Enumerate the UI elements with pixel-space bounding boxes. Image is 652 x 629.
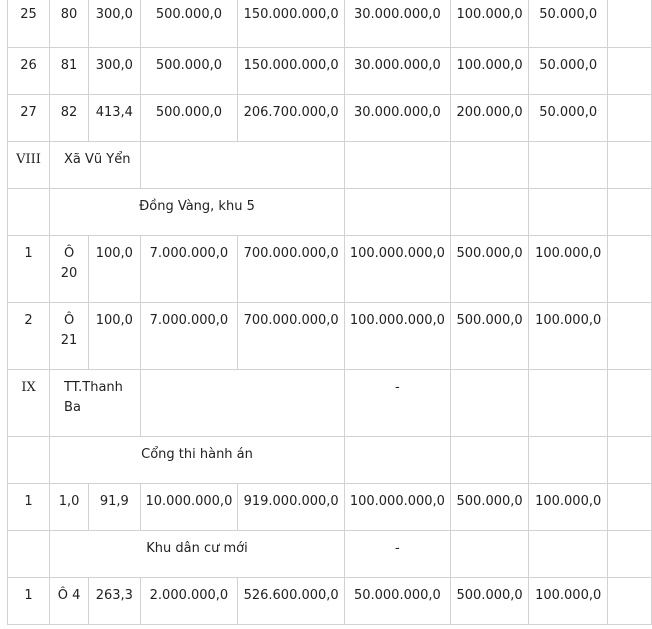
section-value-cell: - xyxy=(345,370,451,437)
empty-cell xyxy=(450,370,529,437)
unit-price-cell: 500.000,0 xyxy=(140,95,238,142)
empty-cell xyxy=(8,437,50,484)
area-cell: 91,9 xyxy=(89,484,140,531)
group-name-cell: Đồng Vàng, khu 5 xyxy=(50,189,345,236)
empty-cell xyxy=(529,142,608,189)
total-price-cell: 150.000.000,0 xyxy=(238,48,345,95)
empty-cell xyxy=(607,303,651,370)
area-cell: 300,0 xyxy=(89,48,140,95)
plot-number-cell: Ô 4 xyxy=(50,578,89,625)
plot-number-cell: 1,0 xyxy=(50,484,89,531)
empty-cell xyxy=(607,236,651,303)
group-name-cell: Khu dân cư mới xyxy=(50,531,345,578)
empty-cell xyxy=(529,531,608,578)
section-value-cell xyxy=(345,142,451,189)
total-price-cell: 700.000.000,0 xyxy=(238,303,345,370)
empty-cell xyxy=(450,437,529,484)
application-fee-cell: 200.000,0 xyxy=(450,95,529,142)
row-number-cell: 1 xyxy=(8,484,50,531)
table-row xyxy=(8,303,652,370)
empty-cell xyxy=(607,484,651,531)
application-fee-cell: 500.000,0 xyxy=(450,303,529,370)
section-number-cell: VIII xyxy=(8,142,50,189)
table-row xyxy=(8,0,652,48)
deposit-cell: 100.000.000,0 xyxy=(345,236,451,303)
row-number-cell: 27 xyxy=(8,95,50,142)
total-price-cell: 700.000.000,0 xyxy=(238,236,345,303)
survey-fee-cell: 100.000,0 xyxy=(529,236,608,303)
unit-price-cell: 10.000.000,0 xyxy=(140,484,238,531)
total-price-cell: 526.600.000,0 xyxy=(238,578,345,625)
survey-fee-cell: 100.000,0 xyxy=(529,578,608,625)
survey-fee-cell: 50.000,0 xyxy=(529,95,608,142)
empty-cell xyxy=(529,437,608,484)
plot-number-cell: 82 xyxy=(50,95,89,142)
empty-cell xyxy=(450,531,529,578)
empty-cell xyxy=(607,95,651,142)
table-row xyxy=(8,48,652,95)
section-name-cell: Xã Vũ Yển xyxy=(50,142,141,189)
application-fee-cell: 100.000,0 xyxy=(450,48,529,95)
empty-cell xyxy=(607,48,651,95)
deposit-cell: 100.000.000,0 xyxy=(345,484,451,531)
empty-cell xyxy=(529,370,608,437)
row-number-cell: 2 xyxy=(8,303,50,370)
land-price-table xyxy=(7,0,652,625)
empty-cell xyxy=(607,578,651,625)
application-fee-cell: 500.000,0 xyxy=(450,484,529,531)
table-row xyxy=(8,95,652,142)
table-row xyxy=(8,142,652,189)
group-name-cell: Cổng thi hành án xyxy=(50,437,345,484)
empty-cell xyxy=(8,189,50,236)
empty-cell xyxy=(8,531,50,578)
unit-price-cell: 500.000,0 xyxy=(140,0,238,48)
row-number-cell: 1 xyxy=(8,578,50,625)
survey-fee-cell: 100.000,0 xyxy=(529,484,608,531)
empty-cell xyxy=(607,531,651,578)
deposit-cell: 30.000.000,0 xyxy=(345,95,451,142)
section-number-cell: IX xyxy=(8,370,50,437)
area-cell: 300,0 xyxy=(89,0,140,48)
survey-fee-cell: 50.000,0 xyxy=(529,48,608,95)
unit-price-cell: 500.000,0 xyxy=(140,48,238,95)
section-name-cell: TT.Thanh Ba xyxy=(50,370,141,437)
empty-cell xyxy=(140,370,344,437)
area-cell: 100,0 xyxy=(89,303,140,370)
survey-fee-cell: 50.000,0 xyxy=(529,0,608,48)
plot-number-cell: 81 xyxy=(50,48,89,95)
empty-cell xyxy=(607,437,651,484)
row-number-cell: 1 xyxy=(8,236,50,303)
deposit-cell: 100.000.000,0 xyxy=(345,303,451,370)
area-cell: 413,4 xyxy=(89,95,140,142)
row-number-cell: 26 xyxy=(8,48,50,95)
row-number-cell: 25 xyxy=(8,0,50,48)
empty-cell xyxy=(450,142,529,189)
area-cell: 263,3 xyxy=(89,578,140,625)
group-value-cell xyxy=(345,437,451,484)
unit-price-cell: 7.000.000,0 xyxy=(140,236,238,303)
empty-cell xyxy=(607,189,651,236)
table-body xyxy=(8,0,652,625)
empty-cell xyxy=(607,0,651,48)
empty-cell xyxy=(529,189,608,236)
application-fee-cell: 500.000,0 xyxy=(450,578,529,625)
deposit-cell: 50.000.000,0 xyxy=(345,578,451,625)
unit-price-cell: 2.000.000,0 xyxy=(140,578,238,625)
table-row xyxy=(8,437,652,484)
plot-number-cell: 80 xyxy=(50,0,89,48)
unit-price-cell: 7.000.000,0 xyxy=(140,303,238,370)
table-row xyxy=(8,370,652,437)
empty-cell xyxy=(140,142,344,189)
total-price-cell: 206.700.000,0 xyxy=(238,95,345,142)
table-row xyxy=(8,578,652,625)
deposit-cell: 30.000.000,0 xyxy=(345,0,451,48)
survey-fee-cell: 100.000,0 xyxy=(529,303,608,370)
table-row xyxy=(8,484,652,531)
empty-cell xyxy=(450,189,529,236)
total-price-cell: 150.000.000,0 xyxy=(238,0,345,48)
group-value-cell: - xyxy=(345,531,451,578)
empty-cell xyxy=(607,142,651,189)
plot-number-cell: Ô 20 xyxy=(50,236,89,303)
table-row xyxy=(8,236,652,303)
application-fee-cell: 100.000,0 xyxy=(450,0,529,48)
group-value-cell xyxy=(345,189,451,236)
application-fee-cell: 500.000,0 xyxy=(450,236,529,303)
table-row xyxy=(8,189,652,236)
area-cell: 100,0 xyxy=(89,236,140,303)
total-price-cell: 919.000.000,0 xyxy=(238,484,345,531)
plot-number-cell: Ô 21 xyxy=(50,303,89,370)
table-row xyxy=(8,531,652,578)
empty-cell xyxy=(607,370,651,437)
deposit-cell: 30.000.000,0 xyxy=(345,48,451,95)
